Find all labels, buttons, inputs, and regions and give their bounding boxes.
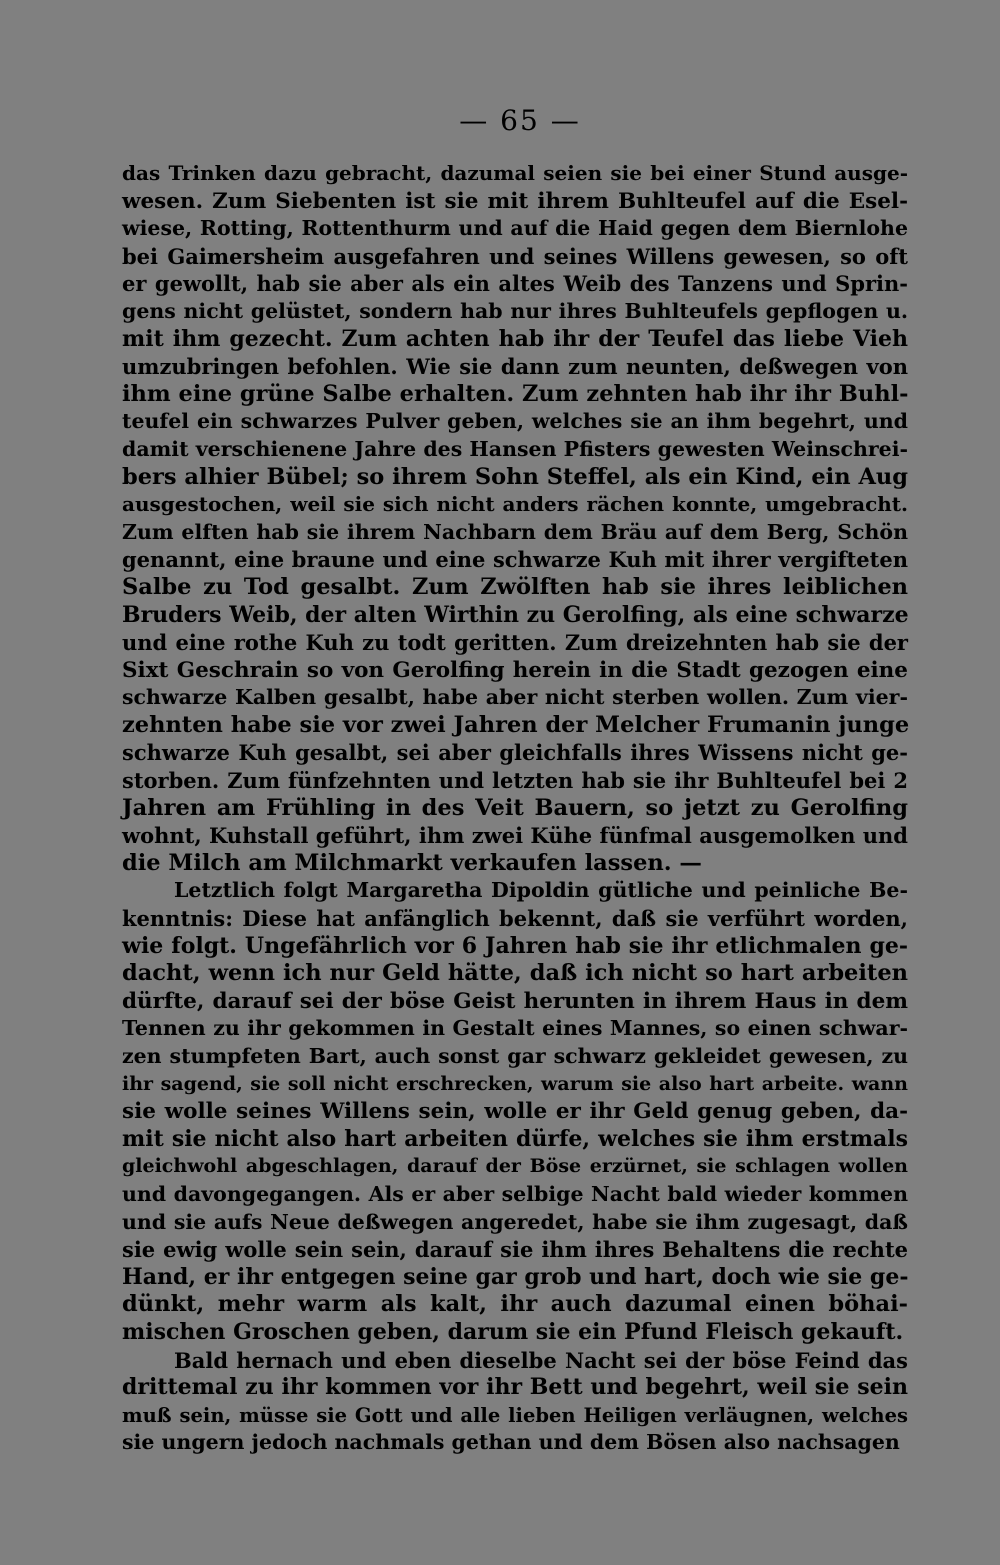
text-line: teufel ein schwarzes Pulver geben, welches sie an ihm begehrt, und [122, 409, 908, 434]
text-line: und eine rothe Kuh zu todt geritten. Zum dreizehnten hab sie der [122, 630, 908, 656]
text-line: sie ungern jedoch nachmals gethan und dem Bösen also nachsagen [122, 1430, 900, 1455]
paragraph [122, 160, 908, 877]
text-line: damit verschienene Jahre des Hansen Pfisters gewesten Weinschrei- [122, 436, 908, 461]
text-line: storben. Zum fünfzehnten und letzten hab sie ihr Buhlteufel bei 2 [122, 768, 908, 794]
text-line: mit ihm gezecht. Zum achten hab ihr der Teufel das liebe Vieh [122, 325, 908, 352]
text-line: gleichwohl abgeschlagen, darauf der Böse erzürnet, sie schlagen wollen [122, 1155, 908, 1178]
page-number: — 65 — [459, 104, 581, 137]
text-line: wesen. Zum Siebenten ist sie mit ihrem Buhlteufel auf die Esel- [122, 188, 908, 214]
text-line: Letztlich folgt Margaretha Dipoldin gütliche und peinliche Be- [174, 878, 908, 903]
text-line: wiese, Rotting, Rottenthurm und auf die Haid gegen dem Biernlohe [122, 216, 908, 241]
text-line: zehnten habe sie vor zwei Jahren der Melcher Frumanin junge [122, 711, 910, 738]
text-line: Hand, er ihr entgegen seine gar grob und hart, doch wie sie ge- [122, 1263, 909, 1290]
text-line: mit sie nicht also hart arbeiten dürfe, welches sie ihm erstmals [122, 1125, 908, 1152]
text-line: mischen Groschen geben, darum sie ein Pfund Fleisch gekauft. [122, 1318, 904, 1345]
text-line: dacht, wenn ich nur Geld hätte, daß ich nicht so hart arbeiten [122, 960, 908, 987]
text-line: umzubringen befohlen. Wie sie dann zum neunten, deßwegen von [122, 354, 908, 380]
text-line: gens nicht gelüstet, sondern hab nur ihres Buhlteufels gepflogen u. [122, 298, 908, 323]
text-line: das Trinken dazu gebracht, dazumal seien sie bei einer Stund ausge- [122, 161, 908, 185]
text-line: Sixt Geschrain so von Gerolfing herein in die Stadt gezogen eine [122, 657, 908, 683]
text-line: schwarze Kuh gesalbt, sei aber gleichfalls ihres Wissens nicht ge- [122, 740, 908, 766]
text-line: und davongegangen. Als er aber selbige Nacht bald wieder kommen [122, 1181, 908, 1206]
text-line: und sie aufs Neue deßwegen angeredet, habe sie ihm zugesagt, daß [122, 1209, 908, 1234]
text-line: drittemal zu ihr kommen vor ihr Bett und begehrt, weil sie sein [122, 1374, 908, 1401]
text-line: dürfte, darauf sei der böse Geist herunten in ihrem Haus in dem [122, 988, 908, 1014]
text-line: bei Gaimersheim ausgefahren und seines Willens gewesen, so oft [122, 243, 908, 269]
text-line: Bald hernach und eben dieselbe Nacht sei der böse Feind das [174, 1347, 908, 1373]
text-line: ausgestochen, weil sie sich nicht anders rächen konnte, umgebracht. [122, 492, 908, 517]
text-line: sie ewig wolle sein sein, darauf sie ihm ihres Behaltens die rechte [122, 1237, 908, 1263]
paragraph [122, 877, 908, 1346]
text-line: Zum elften hab sie ihrem Nachbarn dem Bräu auf dem Berg, Schön [122, 519, 908, 544]
text-line: muß sein, müsse sie Gott und alle lieben Heiligen verläugnen, welches [122, 1403, 908, 1427]
text-line: wie folgt. Ungefährlich vor 6 Jahren hab sie ihr etlichmalen ge- [122, 932, 908, 959]
text-line: Jahren am Frühling in des Veit Bauern, so jetzt zu Gerolfing [122, 794, 908, 821]
text-line: ihr sagend, sie soll nicht erschrecken, warum sie also hart arbeite. wann [122, 1072, 908, 1095]
paragraph [122, 1347, 908, 1457]
text-line: ihm eine grüne Salbe erhalten. Zum zehnten hab ihr ihr Buhl- [122, 380, 909, 407]
text-line: kenntnis: Diese hat anfänglich bekennt, daß sie verführt worden, [122, 906, 908, 932]
text-line: bers alhier Bübel; so ihrem Sohn Steffel, als ein Kind, ein Aug [122, 463, 908, 490]
text-line: wohnt, Kuhstall geführt, ihm zwei Kühe fünfmal ausgemolken und [122, 823, 908, 849]
text-line: schwarze Kalben gesalbt, habe aber nicht sterben wollen. Zum vier- [122, 685, 908, 710]
text-line: dünkt, mehr warm als kalt, ihr auch dazumal einen böhai- [122, 1291, 908, 1318]
text-line: er gewollt, hab sie aber als ein altes Weib des Tanzens und Sprin- [122, 271, 908, 297]
text-line: genannt, eine braune und eine schwarze Kuh mit ihrer vergifteten [122, 547, 908, 573]
text-line: zen stumpfeten Bart, auch sonst gar schwarz gekleidet gewesen, zu [122, 1044, 908, 1068]
text-line: Tennen zu ihr gekommen in Gestalt eines Mannes, so einen schwar- [122, 1016, 908, 1041]
body-text [122, 160, 908, 1457]
text-line: Salbe zu Tod gesalbt. Zum Zwölften hab sie ihres leiblichen [122, 573, 908, 600]
text-line: die Milch am Milchmarkt verkaufen lassen. — [122, 849, 702, 876]
text-line: sie wolle seines Willens sein, wolle er ihr Geld genug geben, da- [122, 1099, 908, 1125]
text-line: Bruders Weib, der alten Wirthin zu Gerolfing, als eine schwarze [122, 601, 909, 628]
